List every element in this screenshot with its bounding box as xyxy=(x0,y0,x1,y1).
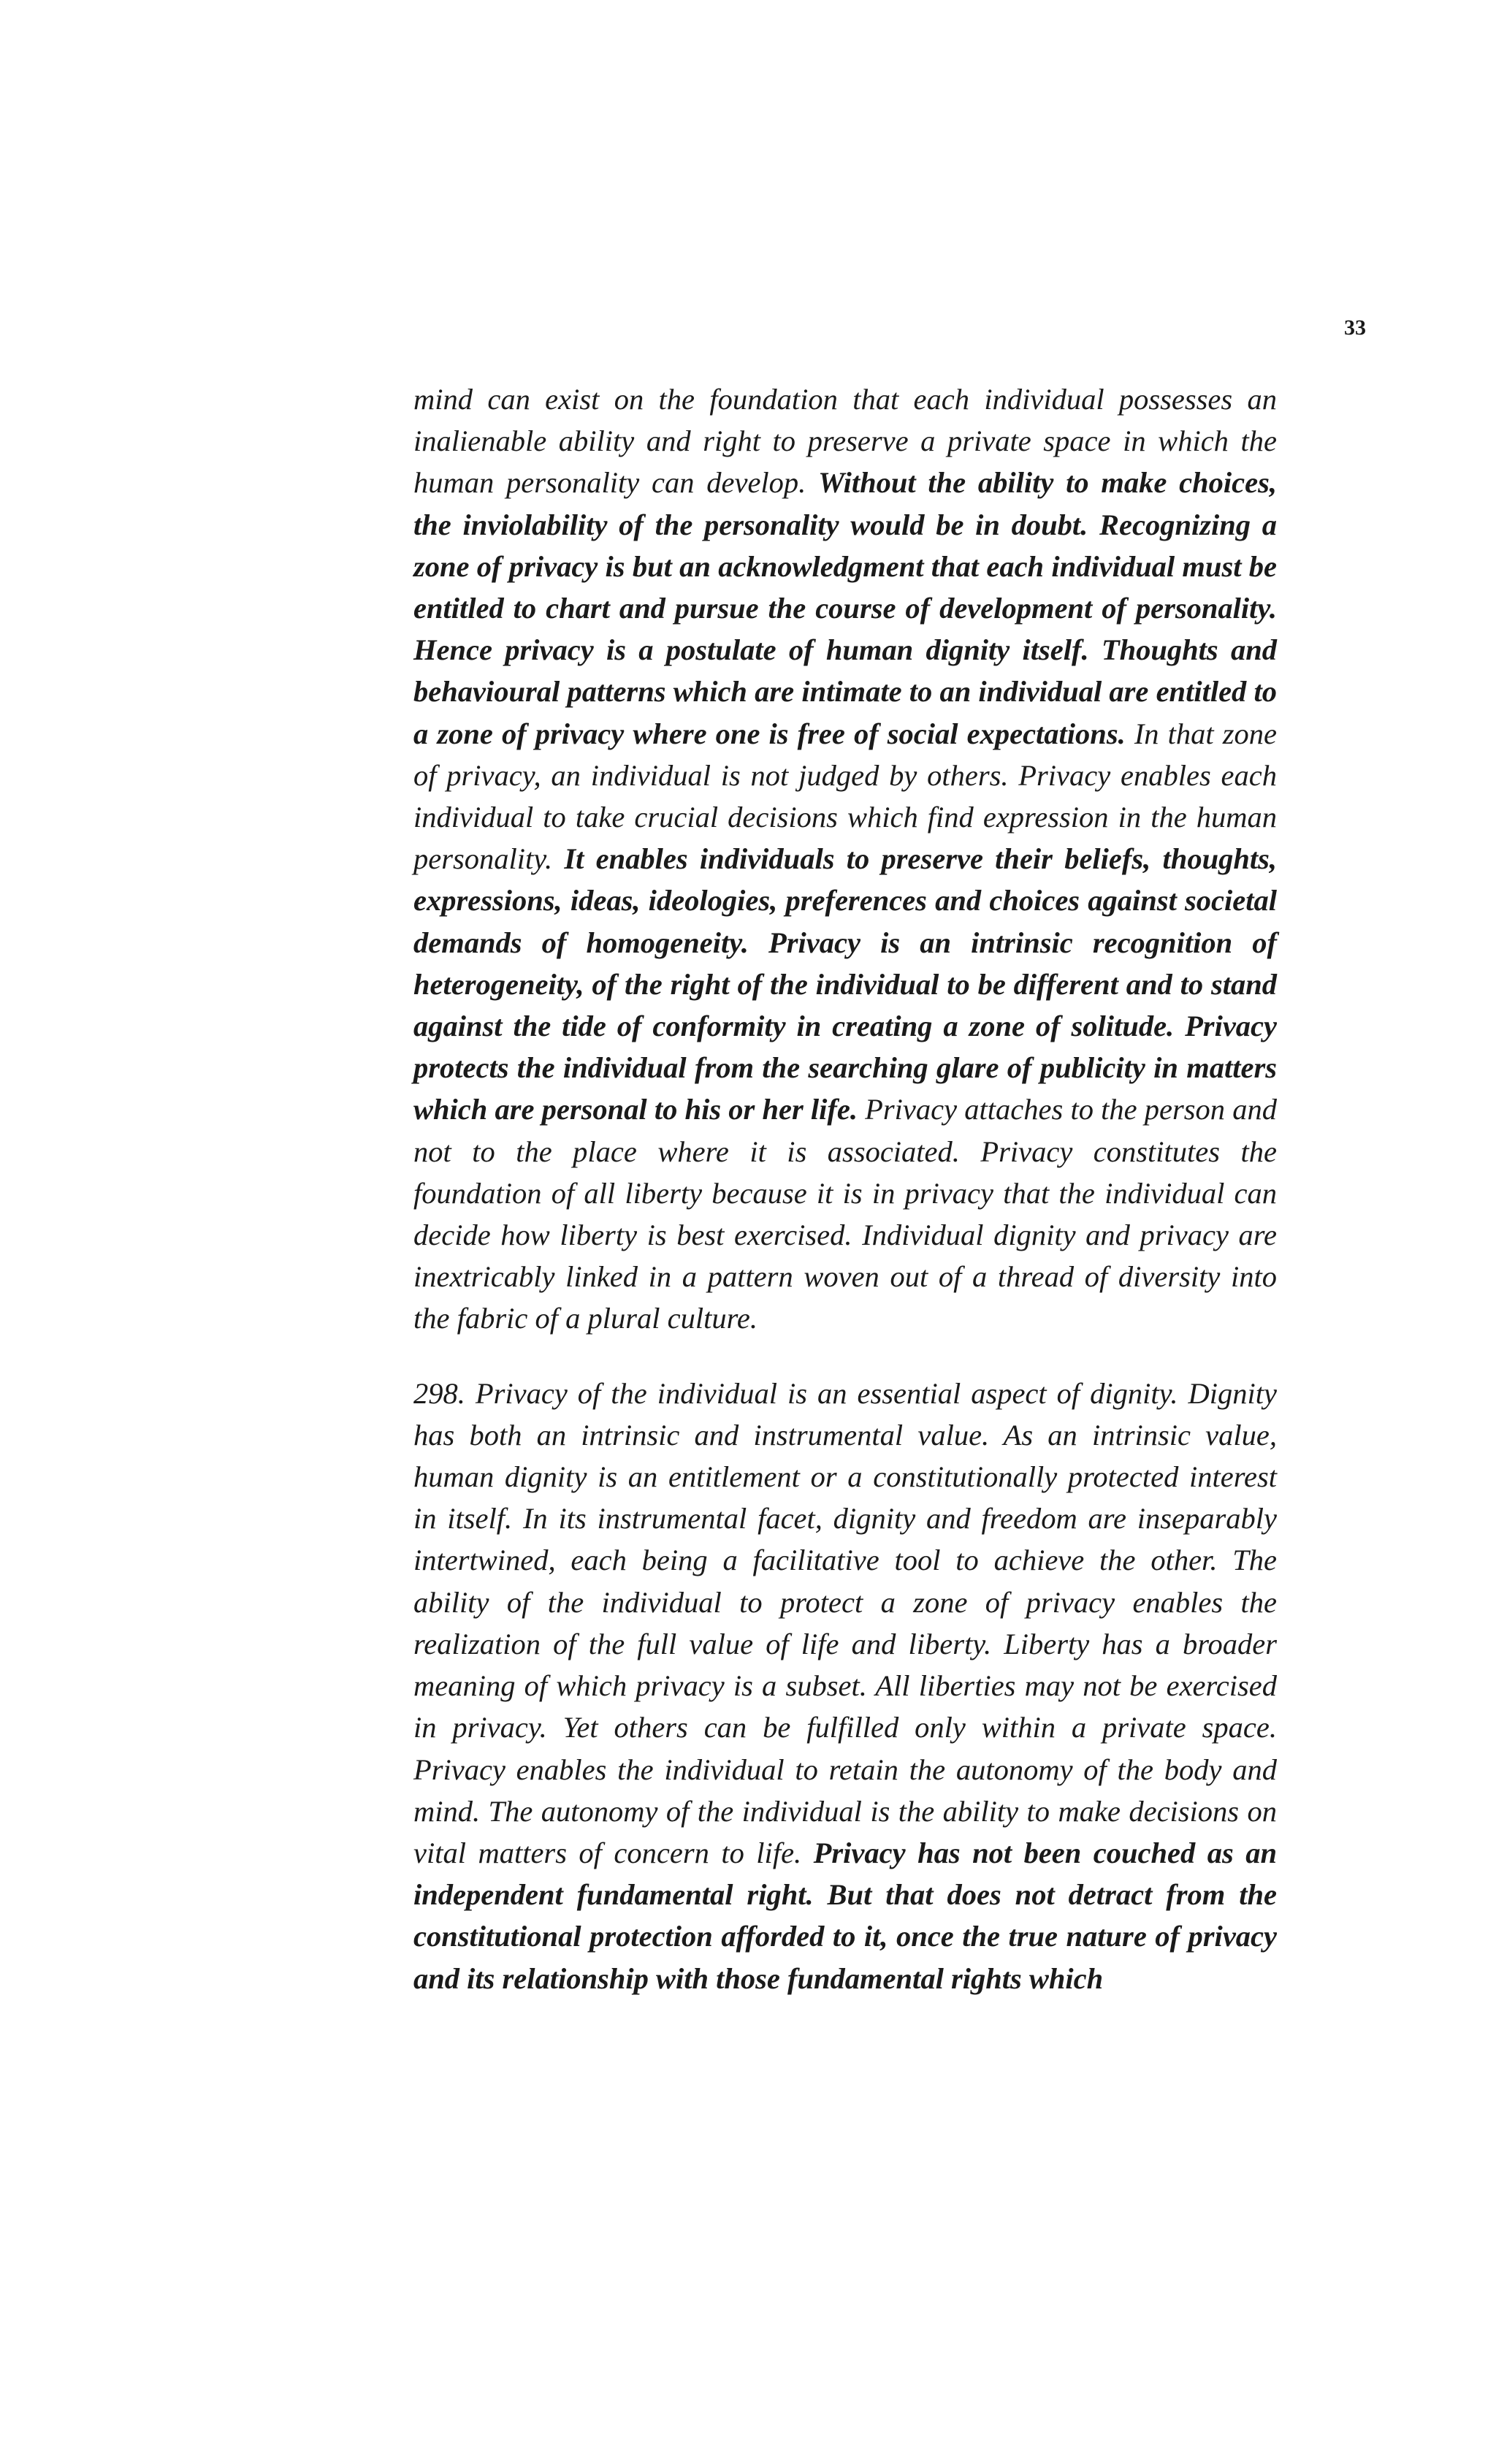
bold-text-segment: Without the ability to make choices, the inviolability of the personality would be in doubt. Recognizing a zone of privacy is but an acknowledgment that each individual must be entitled to chart and pursue the course of development of personality. Hence privacy is a postulate of human dignity itself. Thoughts and behavioural patterns which are intimate to an individual are entitled to a zone of privacy where one is free of social expectations. xyxy=(413,466,1277,750)
bold-text-segment: It enables individuals to preserve their beliefs, thoughts, expressions, ideas, ideologies, preferences and choices against societal demands of homogeneity. Privacy is an intrinsic recognition of heterogeneity, of the right of the individual to be different and to stand against the tide of conformity in creating a zone of solitude. Privacy protects the individual from the searching glare of publicity in matters which are personal to his or her life. xyxy=(413,842,1278,1126)
text-segment: In that zone of privacy, an individual is not judged by others. Privacy enables each individual to take crucial decisions which find expression in the human personality. xyxy=(413,717,1277,876)
page-number: 33 xyxy=(1344,316,1366,340)
bold-text-segment: Privacy has not been couched as an independent fundamental right. But that does not detract from the constitutional protection afforded to it, once the true nature of privacy and its relationship with those fundamental rights which xyxy=(413,1836,1277,1995)
text-segment: 298. Privacy of the individual is an essential aspect of dignity. Dignity has both an intrinsic and instrumental value. As an intrinsic value, human dignity is an entitlement or a constitutionally protected interest in itself. In its instrumental facet, dignity and freedom are inseparably intertwined, each being a facilitative tool to achieve the other. The ability of the individual to protect a zone of privacy enables the realization of the full value of life and liberty. Liberty has a broader meaning of which privacy is a subset. All liberties may not be exercised in privacy. Yet others can be fulfilled only within a private space. Privacy enables the individual to retain the autonomy of the body and mind. The autonomy of the individual is the ability to make decisions on vital matters of concern to life. xyxy=(413,1376,1277,1869)
text-segment: mind can exist on the foundation that each individual possesses an inalienable ability and right to preserve a private space in which the human personality can develop. xyxy=(413,383,1277,500)
paragraph-298 xyxy=(413,1373,1277,1999)
document-body xyxy=(413,378,1277,1999)
text-segment: Privacy attaches to the person and not to the place where it is associated. Privacy constitutes the foundation of all liberty because it is in privacy that the individual can decide how liberty is best exercised. Individual dignity and privacy are inextricably linked in a pattern woven out of a thread of diversity into the fabric of a plural culture. xyxy=(413,1093,1277,1335)
paragraph-continued xyxy=(413,378,1277,1340)
